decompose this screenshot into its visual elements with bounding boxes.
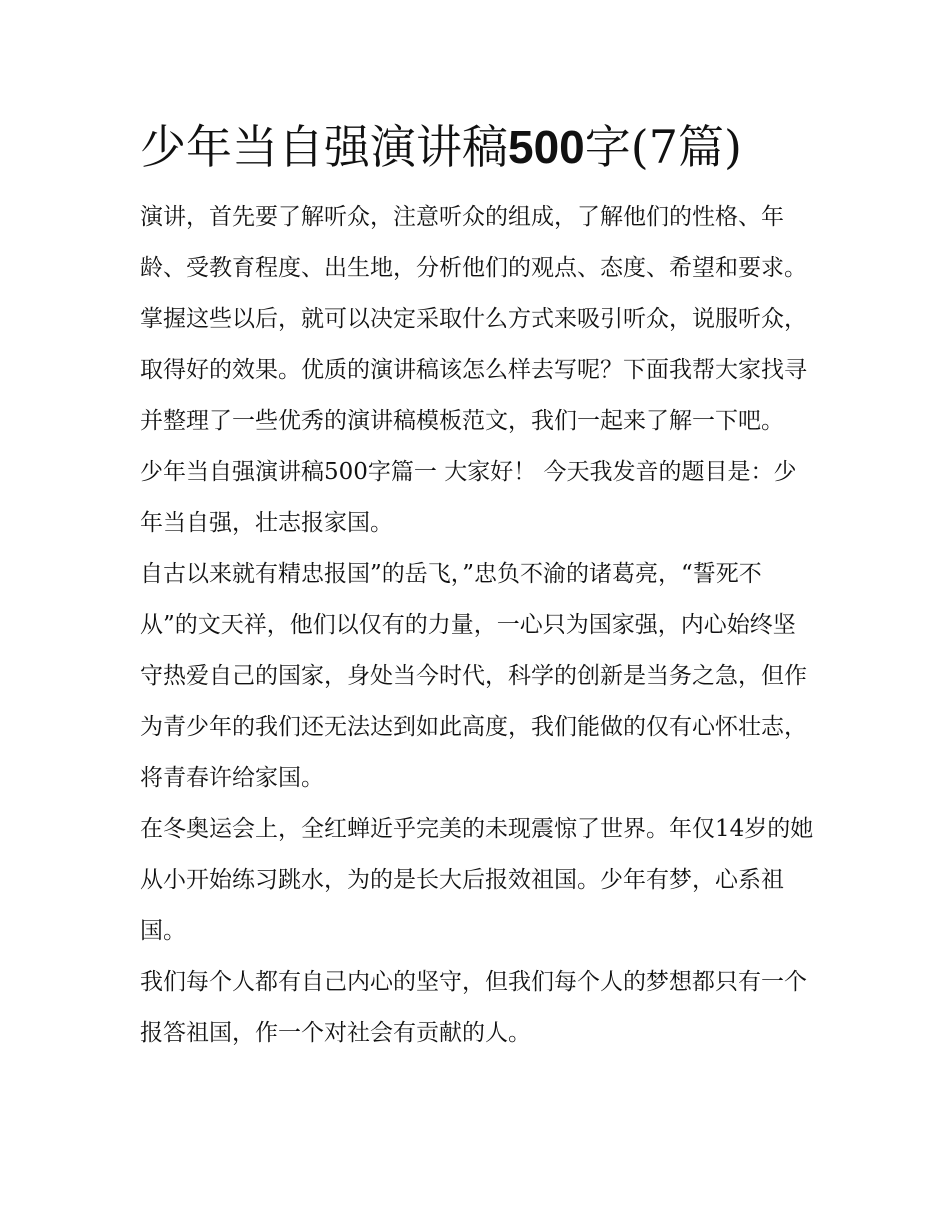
- paragraph-speech-one-opening: 少年当自强演讲稿500字篇一 大家好！ 今天我发音的题目是：少年当自强，壮志报家国。: [140, 459, 797, 536]
- document-title: [140, 112, 815, 182]
- title-text-part2: 500: [508, 121, 585, 173]
- title-text-part1: 少年当自强演讲稿: [140, 120, 508, 174]
- paragraph-olympic-example: 在冬奥运会上，全红蝉近乎完美的未现震惊了世界。年仅14岁的她从小开始练习跳水，为的是长大后报效祖国。少年有梦，心系祖国。: [140, 816, 814, 944]
- paragraph-intro: 演讲，首先要了解听众，注意听众的组成，了解他们的性格、年龄、受教育程度、出生地，分析他们的观点、态度、希望和要求。掌握这些以后，就可以决定采取什么方式来吸引听众，说服听众，取得好的效果。优质的演讲稿该怎么样去写呢？下面我帮大家找寻并整理了一些优秀的演讲稿模板范文，我们一起来了解一下吧。: [140, 204, 807, 434]
- document-page: [140, 112, 815, 1059]
- title-text-part3: 字(7篇): [584, 120, 742, 174]
- paragraph-closing: 我们每个人都有自己内心的坚守，但我们每个人的梦想都只有一个报答祖国，作一个对社会有贡献的人。: [140, 969, 807, 1046]
- paragraph-historical-heroes: 自古以来就有精忠报国”的岳飞，”忠负不渝的诸葛亮，“誓死不从”的文天祥，他们以仅有的力量，一心只为国家强，内心始终坚守热爱自己的国家，身处当今时代，科学的创新是当务之急，但作为青少年的我们还无法达到如此高度，我们能做的仅有心怀壮志，将青春许给家国。: [140, 561, 807, 791]
